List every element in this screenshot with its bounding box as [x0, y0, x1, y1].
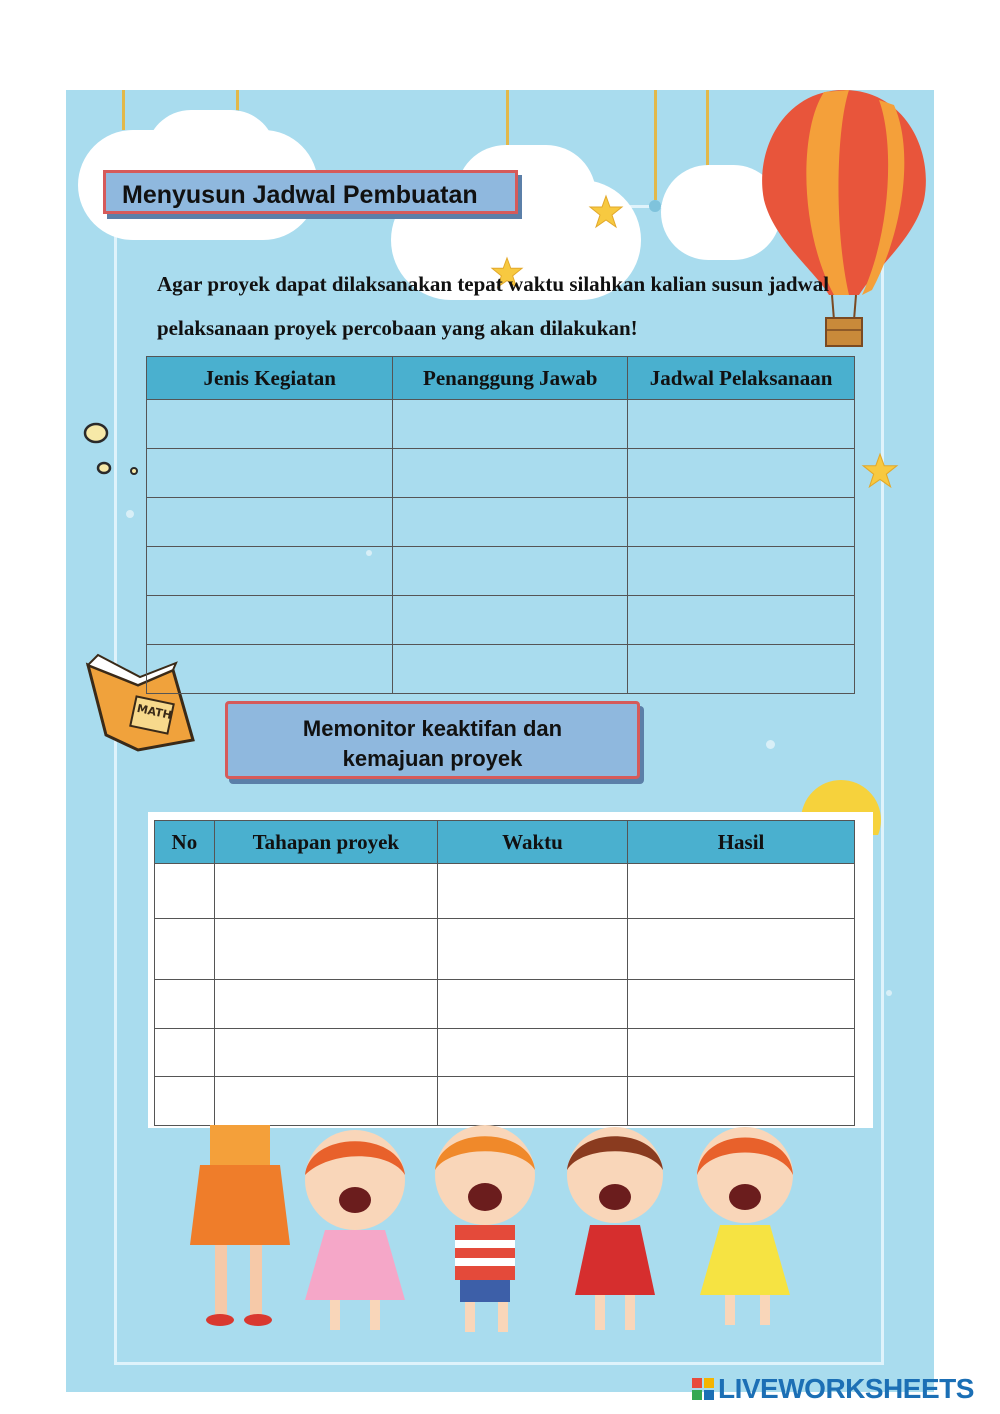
section-title-line2: kemajuan proyek — [342, 746, 523, 771]
input-cell[interactable] — [628, 547, 855, 596]
input-cell[interactable] — [628, 596, 855, 645]
input-cell[interactable] — [214, 919, 437, 980]
watermark-text: LIVEWORKSHEETS — [718, 1373, 974, 1404]
input-cell[interactable] — [437, 864, 627, 919]
input-cell[interactable] — [214, 980, 437, 1029]
star-icon — [861, 452, 899, 490]
input-cell[interactable] — [155, 919, 215, 980]
header-no: No — [155, 821, 215, 864]
input-cell[interactable] — [393, 400, 628, 449]
liveworksheets-logo-icon — [692, 1378, 714, 1400]
header-hasil: Hasil — [628, 821, 855, 864]
children-illustration — [140, 1125, 840, 1345]
monitor-table — [154, 820, 855, 1126]
input-cell[interactable] — [437, 919, 627, 980]
input-cell[interactable] — [628, 400, 855, 449]
input-cell[interactable] — [437, 1029, 627, 1077]
input-cell[interactable] — [628, 919, 855, 980]
table-row — [147, 498, 855, 547]
input-cell[interactable] — [147, 400, 393, 449]
bubbles-icon — [82, 420, 142, 480]
input-cell[interactable] — [147, 547, 393, 596]
header-jadwal-pelaksanaan: Jadwal Pelaksanaan — [628, 357, 855, 400]
input-cell[interactable] — [628, 1029, 855, 1077]
section-title-schedule: Menyusun Jadwal Pembuatan — [103, 170, 518, 214]
input-cell[interactable] — [628, 645, 855, 694]
section-title-monitor — [225, 701, 640, 779]
input-cell[interactable] — [214, 864, 437, 919]
input-cell[interactable] — [393, 547, 628, 596]
liveworksheets-logo — [692, 1373, 974, 1405]
bead — [649, 200, 661, 212]
table-row — [155, 919, 855, 980]
input-cell[interactable] — [628, 498, 855, 547]
table-header-row — [155, 821, 855, 864]
table-row — [147, 596, 855, 645]
input-cell[interactable] — [147, 645, 393, 694]
table-row — [155, 1029, 855, 1077]
input-cell[interactable] — [437, 980, 627, 1029]
input-cell[interactable] — [393, 449, 628, 498]
table-row — [147, 449, 855, 498]
header-tahapan-proyek: Tahapan proyek — [214, 821, 437, 864]
input-cell[interactable] — [393, 498, 628, 547]
book-label: MATH — [135, 701, 173, 722]
input-cell[interactable] — [155, 864, 215, 919]
input-cell[interactable] — [147, 498, 393, 547]
input-cell[interactable] — [155, 980, 215, 1029]
input-cell[interactable] — [147, 449, 393, 498]
hanging-string — [706, 90, 709, 170]
input-cell[interactable] — [393, 596, 628, 645]
table-row — [155, 864, 855, 919]
header-penanggung-jawab: Penanggung Jawab — [393, 357, 628, 400]
table-row — [147, 400, 855, 449]
table-row — [155, 1077, 855, 1126]
input-cell[interactable] — [155, 1029, 215, 1077]
star-icon — [588, 194, 624, 230]
hanging-string — [122, 90, 125, 130]
input-cell[interactable] — [214, 1077, 437, 1126]
input-cell[interactable] — [628, 1077, 855, 1126]
header-jenis-kegiatan: Jenis Kegiatan — [147, 357, 393, 400]
table-row — [155, 980, 855, 1029]
table-row — [147, 547, 855, 596]
input-cell[interactable] — [628, 980, 855, 1029]
input-cell[interactable] — [393, 645, 628, 694]
input-cell[interactable] — [628, 449, 855, 498]
table-row — [147, 645, 855, 694]
instruction-text: Agar proyek dapat dilaksanakan tepat waktu silahkan kalian susun jadwal pelaksanaan proyek percobaan yang akan dilakukan! — [157, 272, 830, 340]
input-cell[interactable] — [437, 1077, 627, 1126]
table-header-row — [147, 357, 855, 400]
section-title-line1: Memonitor keaktifan dan — [302, 716, 563, 741]
speckle — [886, 990, 892, 996]
hanging-string — [654, 90, 657, 200]
schedule-table — [146, 356, 855, 694]
input-cell[interactable] — [628, 864, 855, 919]
input-cell[interactable] — [147, 596, 393, 645]
input-cell[interactable] — [155, 1077, 215, 1126]
header-waktu: Waktu — [437, 821, 627, 864]
input-cell[interactable] — [214, 1029, 437, 1077]
